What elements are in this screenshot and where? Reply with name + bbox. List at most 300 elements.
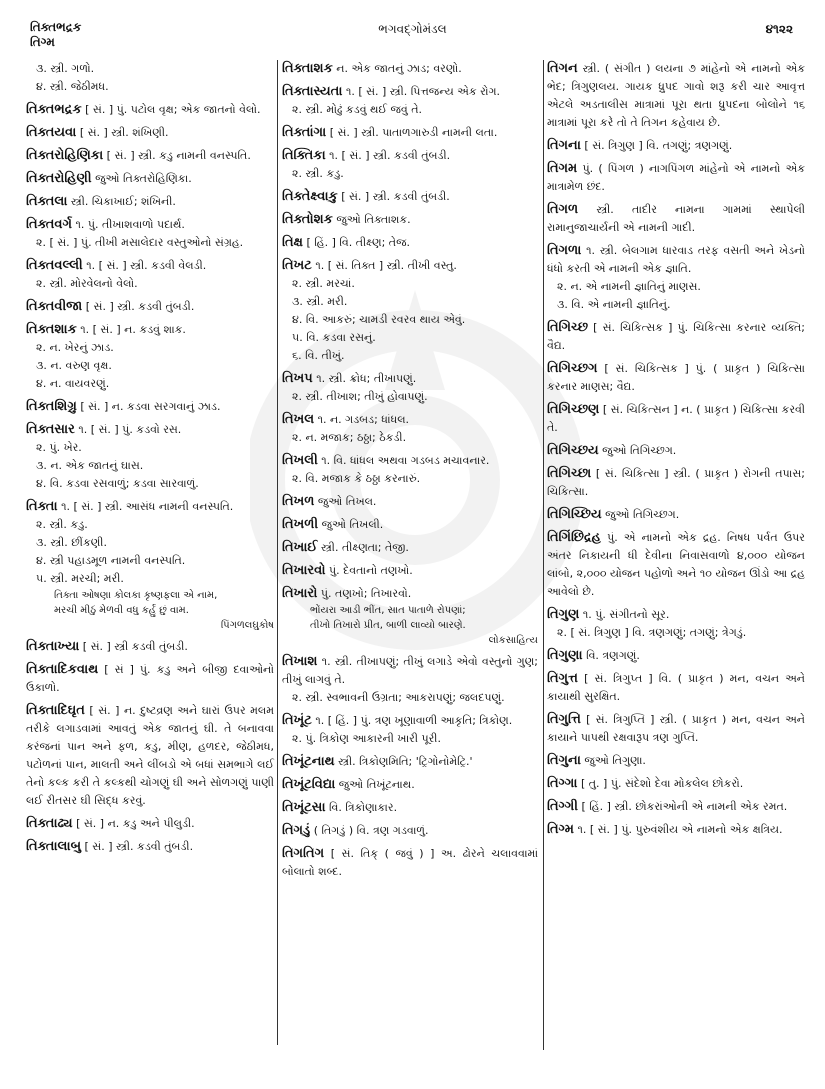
dictionary-entry: [282, 124, 538, 142]
dictionary-entry: [282, 516, 538, 534]
entry-line: [282, 452, 538, 470]
entry-line: [282, 211, 538, 229]
headword: તિખટ: [282, 258, 312, 273]
entry-line: [547, 506, 805, 524]
entry-line: [26, 193, 274, 211]
headword: તિખળી: [282, 517, 319, 532]
running-head: [0, 10, 825, 50]
sense-line: [26, 234, 274, 252]
dictionary-entry: [547, 752, 805, 770]
headword: તિક્તોશક: [282, 212, 333, 227]
headword: તિક્તાદિકવાથ: [26, 662, 99, 677]
definition-text: ૩. સ્ત્રી. મરી.: [292, 295, 348, 308]
headword: તિખાઈ: [282, 540, 318, 555]
definition-text: ૨. સ્ત્રી. તીખાશ; તીખું હોવાપણું.: [292, 390, 428, 403]
entry-line: [547, 137, 805, 155]
sense-line: [282, 165, 538, 183]
headword: તિગળા: [547, 243, 582, 258]
sense-line: [282, 730, 538, 748]
definition-text: ૬. વિ. તીખું.: [292, 349, 345, 362]
definition-text: [ સં. તિક્ ( જવું ) ] અ. ઢોરને ચલાવવામાં બોલાતો શબ્દ.: [282, 847, 539, 878]
definition-text: ૨. ન. ખેરનું ઝાડ.: [36, 341, 114, 354]
definition-text: ૧. સ્ત્રી. તીખાપણું; તીખું લગાડે એવો વસ્તુનો ગુણ; તીખું લાગવું તે.: [282, 655, 538, 686]
sense-line: [26, 60, 274, 78]
definition-text: જુઓ તિગિચ્છગ.: [602, 444, 677, 457]
quotation-source: પિંગળલઘુકોષ: [220, 620, 274, 631]
definition-text: ૧. પું. સંગીતનો સૂર.: [582, 608, 670, 621]
dictionary-entry: [282, 234, 538, 252]
headword: તિક્તાશક: [282, 61, 333, 76]
definition-text: સ્ત્રી. તાદીર નામના ગામમાં સ્થાપેલી રામાનુજાચાર્યની એ નામની ગાદી.: [547, 203, 805, 234]
definition-text: ૩. વિ. એ નામની જ્ઞાતિનું.: [557, 298, 671, 311]
dictionary-entry: [547, 319, 805, 355]
definition-text: સ્ત્રી. ચિકાખાઈ; શંખિની.: [70, 195, 176, 208]
sense-line: [26, 570, 274, 588]
entry-line: [26, 216, 274, 234]
entry-line: [547, 442, 805, 460]
headword: તિગ્મ: [547, 822, 574, 837]
definition-text: [ સં. ] સ્ત્રી. કડવી તુંબડી.: [341, 190, 450, 203]
entry-line: [26, 838, 274, 856]
headword: તિગન: [547, 61, 578, 76]
entry-line: [282, 712, 538, 730]
dictionary-entry: [26, 257, 274, 293]
headword: તિગિચ્છિય: [547, 507, 602, 522]
column-divider: [277, 60, 278, 1045]
definition-text: ૩. ન. વરુણ વૃક્ષ.: [36, 359, 112, 372]
sense-line: [26, 552, 274, 570]
definition-text: ૧. [ સં. ] સ્ત્રી. કડવી વેલડી.: [86, 259, 207, 272]
headword: તિખૂંટવિદ્યા: [282, 777, 336, 792]
headword: તિક્તેક્ષ્વાકુ: [282, 189, 338, 204]
entry-line: [282, 562, 538, 580]
sense-line: [547, 296, 805, 314]
definition-text: ૨. સ્ત્રી. મરચાં.: [292, 277, 355, 290]
definition-text: ૧. [ હિં. ] પું. ત્રણ ખૂણાવાળી આકૃતિ; ત્રિકોણ.: [315, 714, 513, 727]
definition-text: વિ. ત્રણગણું.: [586, 649, 640, 662]
definition-text: ૧. સ્ત્રી. ક્રોધ; તીખાપણું.: [316, 372, 417, 385]
headword: તિખલ: [282, 412, 315, 427]
entry-line: [547, 798, 805, 816]
entry-line: [547, 775, 805, 793]
definition-text: પું. એ નામનો એક દ્રહ. નિષધ પર્વત ઉપર અંતર નિકાયની ધી દેવીના નિવાસવાળો ૪,૦૦૦ યોજન લાંબો, ૨,૦૦૦ યોજન પહોળો અને ૧૦ યોજન ઊંડો આ દ્રહ આવેલો છે.: [547, 531, 805, 598]
definition-text: ૪. વિ. કડવા રસવાળું; કડવા સારવાળું.: [36, 477, 199, 490]
definition-text: ૪. ન. વાયવરણું.: [36, 377, 110, 390]
dictionary-entry: [547, 60, 805, 132]
quotation-line: તીખો તિખારો પ્રીત, બાળી લાવ્યો બારણે.: [310, 620, 466, 631]
page-number: ૪૧૨૨: [765, 22, 793, 36]
dictionary-entry: [547, 442, 805, 460]
sense-line: [26, 439, 274, 457]
quotation-source: લોકસાહિત્ય: [488, 635, 538, 646]
headword: તિગિચ્છય: [547, 443, 599, 458]
dictionary-entry: [547, 529, 805, 601]
entry-line: [282, 370, 538, 388]
definition-text: સ્ત્રી. ત્રિકોણમિતિ; 'ટ્રિગોનોમેટ્રિ.': [338, 755, 473, 768]
entry-line: [26, 498, 274, 516]
dictionary-entry: [282, 585, 538, 648]
dictionary-entry: [547, 160, 805, 196]
definition-text: [ સં. ત્રિગુપ્ત ] વિ. ( પ્રાકૃત ) મન, વચન અને કાયાથી સુરક્ષિત.: [547, 672, 805, 703]
dictionary-entry: [282, 370, 538, 406]
headword: તિગળ: [547, 202, 579, 217]
definition-text: જુઓ તિગુણા.: [584, 754, 646, 767]
entry-line: [26, 421, 274, 439]
entry-line: [547, 465, 805, 501]
entry-line: [282, 845, 538, 881]
definition-text: જુઓ તિક્તાશક.: [336, 213, 411, 226]
headword: તિક્તરોહિણી: [26, 171, 92, 186]
definition-text: ૪. સ્ત્રી. જેઠીમધ.: [36, 80, 109, 93]
entry-line: [26, 815, 274, 833]
headword: તિગુત્ત: [547, 671, 578, 686]
quotation-line: તિક્તા ઓષણા કોલકા કૃષ્ણફલા એ નામ,: [54, 590, 218, 601]
column-1: [26, 60, 274, 861]
column-2: [282, 60, 538, 886]
sense-line: [26, 475, 274, 493]
entry-line: [547, 242, 805, 278]
definition-text: ૧. [ સં. ] ન. કડવું શાક.: [80, 323, 186, 336]
headword: તિગુણા: [547, 648, 583, 663]
dictionary-entry: [26, 216, 274, 252]
sense-line: [282, 101, 538, 119]
dictionary-entry: [26, 838, 274, 856]
headword: તિક્તલા: [26, 194, 68, 209]
dictionary-entry: [547, 506, 805, 524]
dictionary-entry: [282, 411, 538, 447]
entry-line: [282, 234, 538, 252]
dictionary-entry: [282, 712, 538, 748]
definition-text: સ્ત્રી. તીક્ષ્ણતા; તેજી.: [320, 541, 409, 554]
sense-line: [26, 534, 274, 552]
headword: તિખારો: [282, 586, 318, 601]
headword: તિક્તશિગ્રુ: [26, 399, 77, 414]
definition-text: ૧. ન. ગડબડ; ધાંધલ.: [317, 413, 410, 426]
entry-line: [282, 653, 538, 689]
definition-text: [ સં. ચિકિત્સા ] સ્ત્રી. ( પ્રાકૃત ) રોગની તપાસ; ચિકિત્સા.: [547, 467, 805, 498]
sense-line: [26, 516, 274, 534]
dictionary-entry: [26, 815, 274, 833]
dictionary-entry: [26, 193, 274, 211]
sense-line: [282, 293, 538, 311]
entry-line: [282, 147, 538, 165]
headword: તિગડું: [282, 823, 311, 838]
definition-text: જુઓ તિખૂંટનાથ.: [338, 778, 415, 791]
headword: તિખારવો: [282, 563, 326, 578]
dictionary-entry: [282, 539, 538, 557]
definition-text: ૧. સ્ત્રી. બેલગામ ધારવાડ તરફ વસતી અને ખેડનો ધંધો કરતી એ નામની એક જ્ઞાતિ.: [547, 244, 805, 275]
definition-text: [ સં. ત્રિગુપ્તિ ] સ્ત્રી. ( પ્રાકૃત ) મન, વચન અને કાયાને પાપથી રક્ષવારૂપ ત્રણ ગુપ્તિ.: [547, 713, 805, 744]
headword: તિક્તરોહિણિકા: [26, 148, 104, 163]
headword: તિક્તયવા: [26, 125, 77, 140]
definition-text: [ સં. ] સ્ત્રી. પાતાળગારુડી નામની લતા.: [329, 126, 498, 139]
headword: તિગતિગ: [282, 846, 325, 861]
definition-text: [ હિં. ] વિ. તીક્ષ્ણ; તેજ.: [306, 236, 410, 249]
definition-text: ૪. સ્ત્રી પહાડમૂળ નામની વનસ્પતિ.: [36, 554, 186, 567]
entry-line: [547, 647, 805, 665]
headword: તિગ્ગી: [547, 799, 578, 814]
headword: તિગુત્તિ: [547, 712, 581, 727]
entry-line: [547, 160, 805, 196]
dictionary-entry: [547, 670, 805, 706]
dictionary-entry: [547, 798, 805, 816]
definition-text: [ સં. ] ન. કડુ અને પીલુડી.: [76, 817, 195, 830]
dictionary-entry: [547, 465, 805, 501]
dictionary-entry: [282, 493, 538, 511]
headword: તિગિચ્છ: [547, 320, 589, 335]
headword: તિખાશ: [282, 654, 318, 669]
headword: તિગિચ્છા: [547, 466, 592, 481]
sense-line: [547, 624, 805, 642]
definition-text: ૨. વિ. મજાક કે ઠઠ્ઠા કરનારું.: [292, 472, 421, 485]
sense-line: [282, 347, 538, 365]
definition-text: ૧. વિ. ધાંધલ અથવા ગડબડ મચાવનાર.: [321, 454, 490, 467]
sense-line: [282, 470, 538, 488]
entry-line: [547, 752, 805, 770]
dictionary-entry: [547, 775, 805, 793]
dictionary-entry: [547, 360, 805, 396]
entry-line: [282, 493, 538, 511]
definition-text: ૫. વિ. કડવા રસનું.: [292, 331, 376, 344]
dictionary-entry: [547, 401, 805, 437]
definition-text: જુઓ તિખલ.: [317, 495, 377, 508]
definition-text: પું. ( પિંગળ ) નાગપિંગળ માંહેનો એ નામનો એક માત્રામેળ છંદ.: [547, 162, 805, 193]
dictionary-entry: [282, 753, 538, 771]
entry-line: [26, 638, 274, 656]
entry-line: [547, 711, 805, 747]
entry-line: [282, 188, 538, 206]
headword: તિગિચ્છણ: [547, 402, 600, 417]
dictionary-entry: [282, 653, 538, 707]
entry-line: [547, 606, 805, 624]
headword: તિગુના: [547, 753, 581, 768]
definition-text: [ સં. ] ન. કડવા સરગવાનું ઝાડ.: [80, 400, 221, 413]
headword: તિક્તવલ્લી: [26, 258, 83, 273]
dictionary-entry: [26, 638, 274, 656]
dictionary-entry: [547, 201, 805, 237]
definition-text: ૨. સ્ત્રી. મોરવેલનો વેલો.: [36, 277, 138, 290]
headword: તિક્તા: [26, 499, 58, 514]
definition-text: ૧. [ સં. તિક્ત ] સ્ત્રી. તીખી વસ્તુ.: [315, 259, 457, 272]
sense-line: [26, 375, 274, 393]
headword: તિગિંછિદ્રહ: [547, 530, 601, 545]
entry-line: [547, 529, 805, 601]
headword: તિગના: [547, 138, 581, 153]
headword: તિક્તશાક: [26, 322, 77, 337]
sense-line: [26, 339, 274, 357]
quotation-line: મરચી મીઠું મેળવી વધુ કર્હું છું વામ.: [54, 605, 189, 616]
dictionary-entry: [547, 821, 805, 839]
dictionary-entry: [282, 147, 538, 183]
entry-line: [26, 298, 274, 316]
entry-line: [26, 170, 274, 188]
definition-text: ૨. ન. મજાક; ઠઠ્ઠા; ઠેકડી.: [292, 431, 407, 444]
dictionary-entry: [26, 421, 274, 493]
dictionary-entry: [26, 60, 274, 96]
dictionary-entry: [282, 188, 538, 206]
dictionary-entry: [26, 101, 274, 119]
entry-line: [547, 401, 805, 437]
entry-line: [547, 60, 805, 132]
dictionary-entry: [26, 170, 274, 188]
entry-line: [282, 822, 538, 840]
definition-text: ( તિગડું ) વિ. ત્રણ ગડવાળું.: [313, 824, 429, 837]
dictionary-entry: [547, 647, 805, 665]
definition-text: ૧. [ સં. ] પું. કડવો રસ.: [78, 423, 182, 436]
entry-line: [282, 799, 538, 817]
dictionary-entry: [282, 562, 538, 580]
headword: તિગમ: [547, 161, 578, 176]
entry-line: [547, 201, 805, 237]
guide-word-first: તિક્તભદ્રક: [30, 20, 82, 34]
definition-text: ૨. સ્ત્રી. કડુ.: [292, 167, 344, 180]
dictionary-entry: [547, 606, 805, 642]
book-title: ભગવદ્ગોમંડલ: [378, 22, 447, 36]
sense-line: [26, 457, 274, 475]
dictionary-entry: [547, 137, 805, 155]
entry-line: [547, 670, 805, 706]
quotation-line: ભોંયરા આડી ભીંત, સાત પાતાળે રોપણાં;: [310, 605, 466, 616]
sense-line: [26, 78, 274, 96]
dictionary-entry: [282, 845, 538, 881]
definition-text: ૨. [ સં. ] પું. તીખી મસાલેદાર વસ્તુઓનો સંગ્રહ.: [36, 236, 244, 249]
entry-line: [282, 516, 538, 534]
sense-line: [547, 278, 805, 296]
definition-text: [ સં. ત્રિગુણ ] વિ. તગણું; ત્રણગણું.: [584, 139, 733, 152]
sense-line: [26, 275, 274, 293]
headword: તિક્તાસ્યતા: [282, 84, 343, 99]
headword: તિક્તાઢ્ય: [26, 816, 73, 831]
definition-text: જુઓ તિખલી.: [321, 518, 384, 531]
entry-line: [547, 360, 805, 396]
headword: તિક્ષ: [282, 235, 303, 250]
headword: તિક્તવર્ગ: [26, 217, 72, 232]
entry-line: [547, 319, 805, 355]
definition-text: [ સં. ] સ્ત્રી. કડવી તુંબડી.: [84, 840, 194, 853]
headword: તિક્તાલાબુ: [26, 839, 82, 854]
entry-line: [547, 821, 805, 839]
definition-text: ૨. પું. ખેર.: [36, 441, 82, 454]
definition-text: ૧. [ સં. ] પું. પુરુવંશીય એ નામનો એક ક્ષત્રિય.: [577, 823, 783, 836]
sense-line: [282, 689, 538, 707]
headword: તિખૂંટસા: [282, 800, 326, 815]
definition-text: ૨. સ્ત્રી. કડુ.: [36, 518, 88, 531]
definition-text: ૨. [ સં. ત્રિગુણ ] વિ. ત્રણગણું; તગણું; ત્રેગડું.: [557, 626, 747, 639]
definition-text: [ તુ. ] પું. સંદેશો દેવા મોકલેલ છોકરો.: [580, 777, 744, 790]
definition-text: ૩. સ્ત્રી. છીંકણી.: [36, 536, 107, 549]
entry-line: [282, 411, 538, 429]
definition-text: [ સં. ચિકિત્સન ] ન. ( પ્રાકૃત ) ચિકિત્સા કરવી તે.: [547, 403, 806, 434]
headword: તિક્તવીજા: [26, 299, 83, 314]
entry-line: [26, 398, 274, 416]
definition-text: ૧. [ સં. ] સ્ત્રી. કડવી તુંબડી.: [329, 149, 451, 162]
dictionary-entry: [282, 83, 538, 119]
headword: તિગ્ગા: [547, 776, 578, 791]
sense-line: [282, 311, 538, 329]
definition-text: જુઓ તિગિચ્છગ.: [605, 508, 680, 521]
definition-text: [ સં. ચિકિત્સક ] પું. ( પ્રાકૃત ) ચિકિત્સા કરનાર માણસ; વૈદ્ય.: [547, 362, 805, 393]
definition-text: ૧. પું. તીખાશવાળો પદાર્થ.: [75, 218, 185, 231]
headword: તિગુણ: [547, 607, 580, 622]
entry-line: [282, 83, 538, 101]
headword: તિક્તાખ્યા: [26, 639, 80, 654]
definition-text: [ સં ] પું. કડુ અને બીજી દવાઓનો ઉકાળો.: [26, 663, 275, 694]
column-divider: [543, 60, 544, 1050]
column-3: [547, 60, 805, 844]
dictionary-entry: [26, 124, 274, 142]
entry-line: [282, 585, 538, 603]
sense-line: [282, 388, 538, 406]
definition-text: પું. દેવતાનો તણખો.: [329, 564, 413, 577]
definition-text: પું. તણખો; તિખારવો.: [320, 587, 412, 600]
definition-text: [ સં. ] સ્ત્રી. કડુ નામની વનસ્પતિ.: [106, 149, 251, 162]
entry-line: [26, 257, 274, 275]
definition-text: ન. એક જાતનું ઝાડ; વરણો.: [336, 62, 462, 75]
dictionary-entry: [282, 257, 538, 365]
headword: તિગિચ્છગ: [547, 361, 598, 376]
entry-line: [26, 147, 274, 165]
definition-text: [ સં. ચિકિત્સક ] પું. ચિકિત્સા કરનાર વ્યક્તિ; વૈદ્ય.: [547, 321, 805, 352]
definition-text: ૧. [ સં. ] સ્ત્રી. પિત્તજન્ય એક રોગ.: [345, 85, 501, 98]
headword: તિખૂંટનાથ: [282, 754, 335, 769]
headword: તિક્તભદ્રક: [26, 102, 82, 117]
dictionary-entry: [26, 398, 274, 416]
dictionary-entry: [26, 321, 274, 393]
headword: તિખળ: [282, 494, 315, 509]
definition-text: વિ. ત્રિકોણાકાર.: [329, 801, 398, 814]
definition-text: [ સં. ] ન. દુષ્ટવ્રણ અને ઘારાં ઉપર મલમ તરીકે લગાડવામાં આવતું એક જાતનું ઘી. તે બનાવવા કરંજનાં પાન અને ફળ, કડુ, મીણ, હળદર, જેઠીમધ, પટોળનાં પાન, માલતી અને લીંબડો એ બધાં સમભાગે લઈ તેનો કલ્ક કરી તે કલ્કથી ચોગણું ઘી અને સોળગણું પાણી લઈ રીતસર ઘી સિદ્ધ કરવું.: [26, 704, 274, 807]
dictionary-entry: [26, 661, 274, 697]
definition-text: [ હિં. ] સ્ત્રી. છોકરાંઓની એ નામની એક રમત.: [581, 800, 788, 813]
sense-line: [26, 357, 274, 375]
headword: તિક્તસાર: [26, 422, 75, 437]
dictionary-entry: [547, 711, 805, 747]
dictionary-entry: [26, 147, 274, 165]
entry-line: [282, 776, 538, 794]
entry-line: [26, 321, 274, 339]
definition-text: ૧. [ સં. ] સ્ત્રી. આસંધ નામની વનસ્પતિ.: [61, 500, 234, 513]
dictionary-entry: [26, 702, 274, 810]
dictionary-entry: [282, 60, 538, 78]
entry-line: [26, 702, 274, 810]
definition-text: ૩. ન. એક જાતનું ઘાસ.: [36, 459, 144, 472]
sense-line: [282, 329, 538, 347]
definition-text: ૨. પું. ત્રિકોણ આકારની ખારી પૂરી.: [292, 732, 441, 745]
dictionary-entry: [26, 298, 274, 316]
headword: તિખલી: [282, 453, 318, 468]
dictionary-entry: [547, 242, 805, 314]
guide-word-last: તિગ્મ: [30, 35, 55, 49]
definition-text: ૪. વિ. આકરું; ચામડી રવરવ થાય એવું.: [292, 313, 466, 326]
headword: તિખૂંટ: [282, 713, 312, 728]
definition-text: જુઓ તિક્તરોહિણિકા.: [95, 172, 192, 185]
headword: તિખપ: [282, 371, 313, 386]
sense-line: [282, 275, 538, 293]
entry-line: [282, 124, 538, 142]
dictionary-entry: [282, 211, 538, 229]
entry-line: [282, 60, 538, 78]
definition-text: ૨. સ્ત્રી. મોઢું કડવું થઈ જવું તે.: [292, 103, 423, 116]
headword: તિક્તિકા: [282, 148, 326, 163]
definition-text: [ સં. ] સ્ત્રી. કડવી તુંબડી.: [85, 300, 195, 313]
entry-line: [282, 257, 538, 275]
definition-text: ૫. સ્ત્રી. મરચી; મરી.: [36, 572, 124, 585]
sense-line: [282, 429, 538, 447]
definition-text: સ્ત્રી. ( સંગીત ) લયના ૭ માંહેનો એ નામનો એક ભેદ; ત્રિગુણલય. ગાયક ધ્રુપદ ગાવો શરૂ કરી ચાર આવૃત્ત એટલે અડતાલીસ માત્રામાં પૂરા થતા ધ્રુપદના બોલોને ૧૬ માત્રામાં પૂરા કરે તો તે તિગન કહેવાય છે.: [547, 62, 806, 129]
dictionary-entry: [282, 822, 538, 840]
definition-text: [ સં. ] સ્ત્રી કડવી તુંબડી.: [82, 640, 188, 653]
headword: તિક્તાંગા: [282, 125, 327, 140]
